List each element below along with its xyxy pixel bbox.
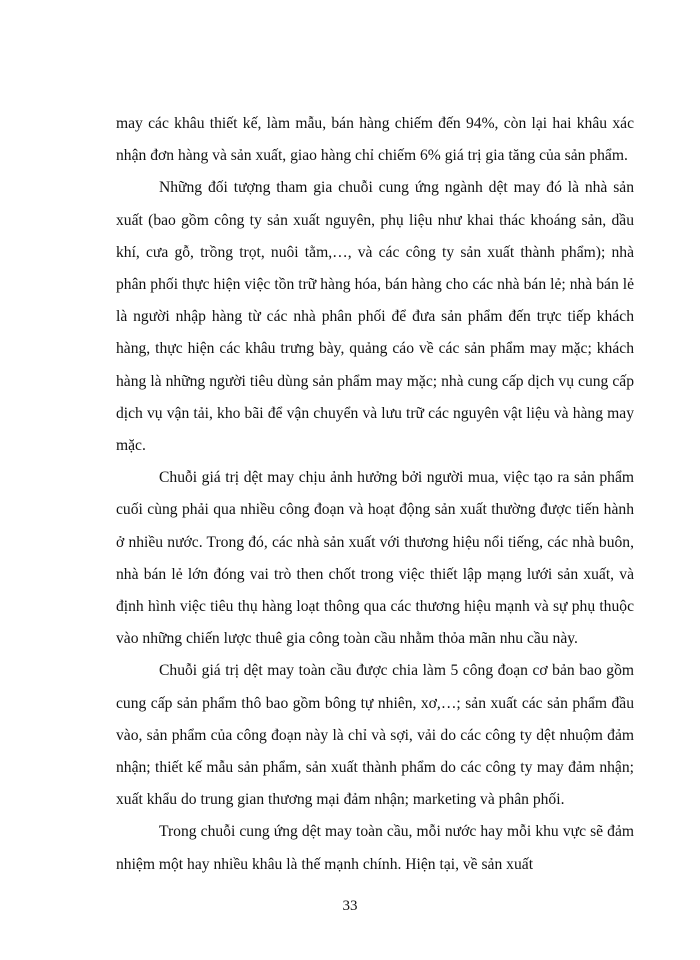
paragraph-global-supply-chain: Trong chuỗi cung ứng dệt may toàn cầu, mỗi nước hay mỗi khu vực sẽ đảm nhiệm một hay nhiều khâu là thế mạnh chính. Hiện tại, về sản xuất bbox=[116, 823, 634, 873]
page-number: 33 bbox=[342, 898, 358, 914]
paragraph-value-chain-buyers: Chuỗi giá trị dệt may chịu ảnh hưởng bởi người mua, việc tạo ra sản phẩm cuối cùng phải qua nhiều công đoạn và hoạt động sản xuất thường được tiến hành ở nhiều nước. Trong đó, các nhà sản xuất với thương hiệu nổi tiếng, các nhà buôn, nhà bán lẻ lớn đóng vai trò then chốt trong việc thiết lập mạng lưới sản xuất, và định hình việc tiêu thụ hàng loạt thông qua các thương hiệu mạnh và sự phụ thuộc vào những chiến lược thuê gia công toàn cầu nhằm thỏa mãn nhu cầu này. bbox=[116, 469, 634, 648]
paragraph-five-stages: Chuỗi giá trị dệt may toàn cầu được chia làm 5 công đoạn cơ bản bao gồm cung cấp sản phẩm thô bao gồm bông tự nhiên, xơ,…; sản xuất các sản phẩm đầu vào, sản phẩm của công đoạn này là chỉ và sợi, vải do các công ty dệt nhuộm đảm nhận; thiết kế mẫu sản phẩm, sản xuất thành phẩm do các công ty may đảm nhận; xuất khẩu do trung gian thương mại đảm nhận; marketing và phân phối. bbox=[116, 662, 634, 809]
document-body bbox=[116, 108, 634, 881]
paragraph-continuation: may các khâu thiết kế, làm mẫu, bán hàng chiếm đến 94%, còn lại hai khâu xác nhận đơn hàng và sản xuất, giao hàng chỉ chiếm 6% giá trị gia tăng của sản phẩm. bbox=[116, 115, 634, 165]
paragraph-supply-chain-participants: Những đối tượng tham gia chuỗi cung ứng ngành dệt may đó là nhà sản xuất (bao gồm công ty sản xuất nguyên, phụ liệu như khai thác khoáng sản, dầu khí, cưa gỗ, trồng trọt, nuôi tằm,…, và các công ty sản xuất thành phẩm); nhà phân phối thực hiện việc tồn trữ hàng hóa, bán hàng cho các nhà bán lẻ; nhà bán lẻ là người nhập hàng từ các nhà phân phối để đưa sản phẩm đến trực tiếp khách hàng, thực hiện các khâu trưng bày, quảng cáo về các sản phẩm may mặc; khách hàng là những người tiêu dùng sản phẩm may mặc; nhà cung cấp dịch vụ cung cấp dịch vụ vận tải, kho bãi để vận chuyển và lưu trữ các nguyên vật liệu và hàng may mặc. bbox=[116, 179, 634, 455]
